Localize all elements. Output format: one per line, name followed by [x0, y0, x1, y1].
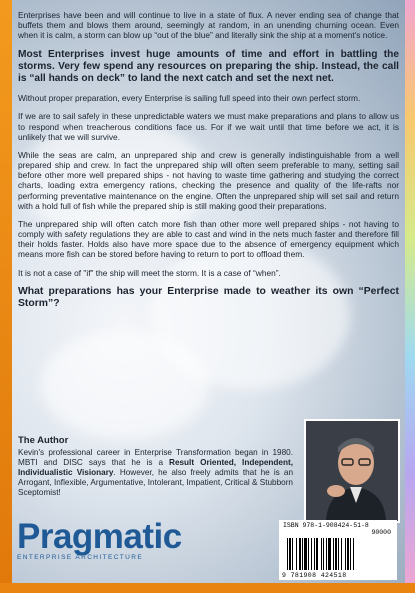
- author-bio-text: Kevin's professional career in Enterprise Transformation began in 1980. MBTI and DISC says that he is a: [18, 447, 293, 467]
- author-heading: The Author: [18, 435, 69, 446]
- bottom-accent-bar: [0, 583, 415, 593]
- blurb-paragraph: The unprepared ship will often catch more fish than other more well prepared ships - not having to comply with safety regulations they are able to cast and wind in the nets much faster and therefore fill their holds faster. Holds also have more space due to the absence of emergency equipment which means more fish can be stored before having to return to port to offload them.: [18, 218, 399, 260]
- publisher-logo: [17, 517, 267, 564]
- blurb-paragraph: Enterprises have been and will continue to live in a state of flux. A never ending sea of change that buffets them and blows them around, seemingly at random, in an unending churning ocean. Even when it is calm, a storm can blow up “out of the blue” and literally sink the ship at a moment's notice.: [18, 10, 399, 41]
- price-code: 90000: [371, 529, 391, 536]
- author-traits: Result Oriented, Independent, Individualistic Visionary: [18, 457, 293, 478]
- logo-wordmark: Pragmatic: [17, 517, 182, 556]
- author-bio-text: . However, he also freely admits that he is an Arrogant, Inflexible, Argumentative, Intolerant, Impatient, Critical & Stubborn Sceptomist!: [18, 468, 293, 498]
- barcode-bars: [279, 520, 397, 580]
- blurb-question: What preparations has your Enterprise made to weather its own “Perfect Storm”?: [18, 285, 399, 310]
- blurb-paragraph: Without proper preparation, every Enterprise is sailing full speed into their own perfect storm.: [18, 93, 361, 104]
- right-rainbow-bar: [405, 0, 415, 593]
- blurb-emphasis-paragraph: Most Enterprises invest huge amounts of time and effort in battling the storms. Very few spend any resources on preparing the ship. Instead, the call is “all hands on deck” to land the next catch and set the next net.: [18, 48, 399, 84]
- blurb-text: [18, 10, 399, 319]
- blurb-paragraph: While the seas are calm, an unprepared ship and crew is generally indistinguishable from a well prepared ship and crew. In fact the unprepared ship will often seem preferable to many, setting sail before other more well prepared ships - not having to waste time gathering and studying the correct charts, loading extra emergency rations, checking the presence and quality of the life-rafts nor performing preventative maintenance on the engine. Often the unprepared ship will set sail and return with a hold full of fish while the prepared ship is still making good their preparations.: [18, 149, 399, 211]
- blurb-paragraph: If we are to sail safely in these unpredictable waters we must make preparations and plans to allow us to respond when treacherous conditions face us. For if we wait until that time before we act, it is unlikely that we will survive.: [18, 111, 399, 142]
- isbn-number: ISBN 978-1-908424-51-8: [283, 522, 369, 529]
- blurb-paragraph: It is not a case of "if" the ship will meet the storm. It is a case of “when”.: [18, 267, 281, 278]
- left-accent-bar: [0, 0, 12, 593]
- barcode-digits: 9 781908 424518: [282, 572, 347, 579]
- author-bio: [18, 448, 293, 499]
- author-photo: [304, 419, 400, 523]
- storm-cloud: [40, 330, 210, 440]
- author-section: [18, 435, 293, 499]
- isbn-barcode: [279, 520, 397, 580]
- logo-tagline: ENTERPRISE ARCHITECTURE: [17, 554, 144, 561]
- author-portrait-image: [306, 421, 398, 521]
